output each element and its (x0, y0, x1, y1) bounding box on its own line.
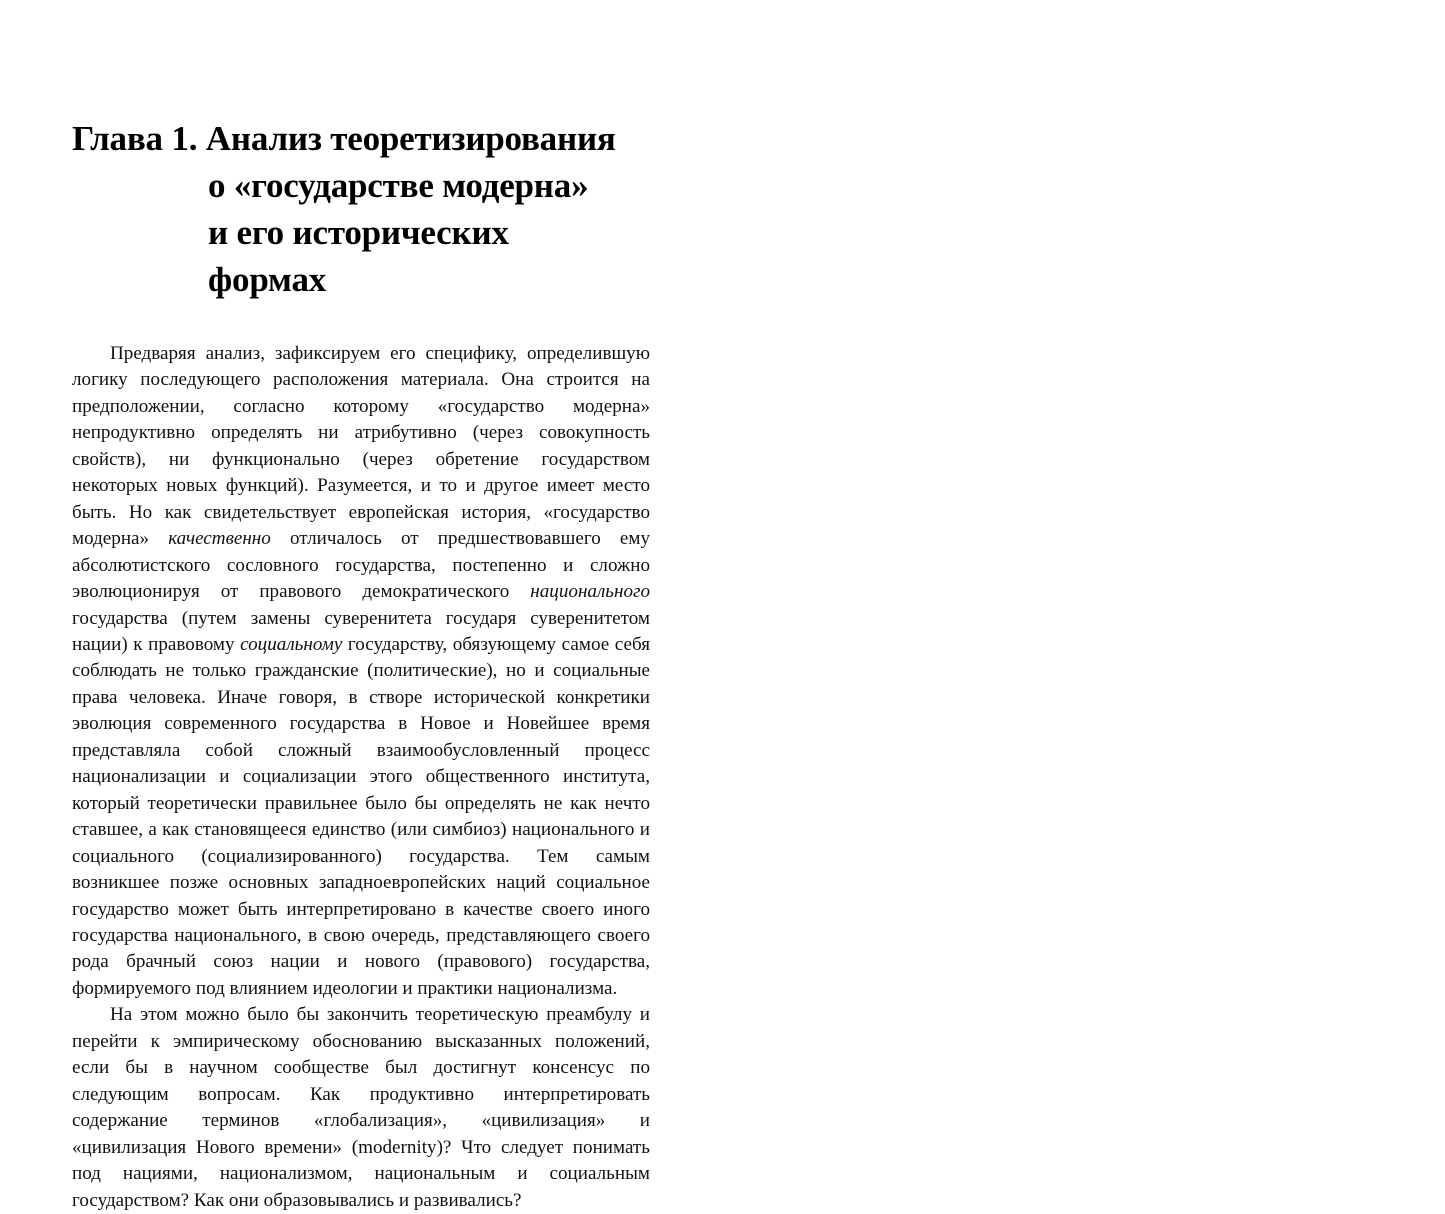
right-page (723, 0, 1445, 1057)
paragraph-text-segment: государству, обязующему самое себя соблюдать не только гражданские (политические), но и социальные права человека. Иначе говоря, в створе исторической конкретики эволюция современного государства в Новое и Новейшее время представляла собой сложный взаимообусловленный процесс национализации и социализации этого общественного института, который теоретически правильнее было бы определять не как нечто ставшее, а как становящееся единство (или симбиоз) национального и социального (социализированного) государства. Тем самым возникшее позже основных западноевропейских наций социальное государство может быть интерпретировано в качестве своего иного государства национального, в свою очередь, представляющего своего рода брачный союз нации и нового (правового) государства, формируемого под влиянием идеологии и практики национализма. (72, 633, 650, 999)
left-column-body (72, 341, 650, 1214)
left-page (0, 0, 722, 1211)
chapter-title-line-4: формах (208, 260, 327, 300)
paragraph-text-segment: отличалось от предшествовавшего ему абсолютистского сословного государства, постепенно и сложно эволюционируя от правового демократического (72, 528, 650, 603)
paragraph: На этом можно было бы закончить теоретическую преамбулу и перейти к эмпирическому обоснованию высказанных положений, если бы в научном сообществе был достигнут консенсус по следующим вопросам. Как продуктивно интерпретировать содержание терминов «глобализация», «цивилизация» и «цивилизация Нового времени» (modernity)? Что следует понимать под нациями, национализмом, национальным и социальным государством? Как они образовывались и развивались? (72, 1004, 650, 1211)
paragraph-text-segment: государства (путем замены суверенитета государя суверенитетом нации) к правовому (72, 607, 650, 655)
chapter-title-line-2: о «государстве модерна» (208, 166, 589, 206)
chapter-title-line-1: Глава 1. Анализ теоретизирования (72, 119, 616, 159)
emphasis-natsionalnogo: национального (530, 581, 650, 603)
paragraph-text-segment: Предваряя анализ, зафиксируем его специфику, определившую логику последующего расположения материала. Она строится на предположении, согласно которому «государство модерна» непродуктивно определять ни атрибутивно (через совокупность свойств), ни функционально (через обретение государством некоторых новых функций). Разумеется, и то и другое имеет место быть. Но как свидетельствует европейская история, «государство модерна» (72, 343, 650, 550)
chapter-title (72, 115, 672, 303)
paragraph (72, 341, 650, 1002)
emphasis-kachestvenno: качественно (168, 528, 271, 550)
emphasis-sotsialnomu: социальному (240, 633, 343, 655)
chapter-title-line-3: и его исторических (208, 213, 509, 253)
